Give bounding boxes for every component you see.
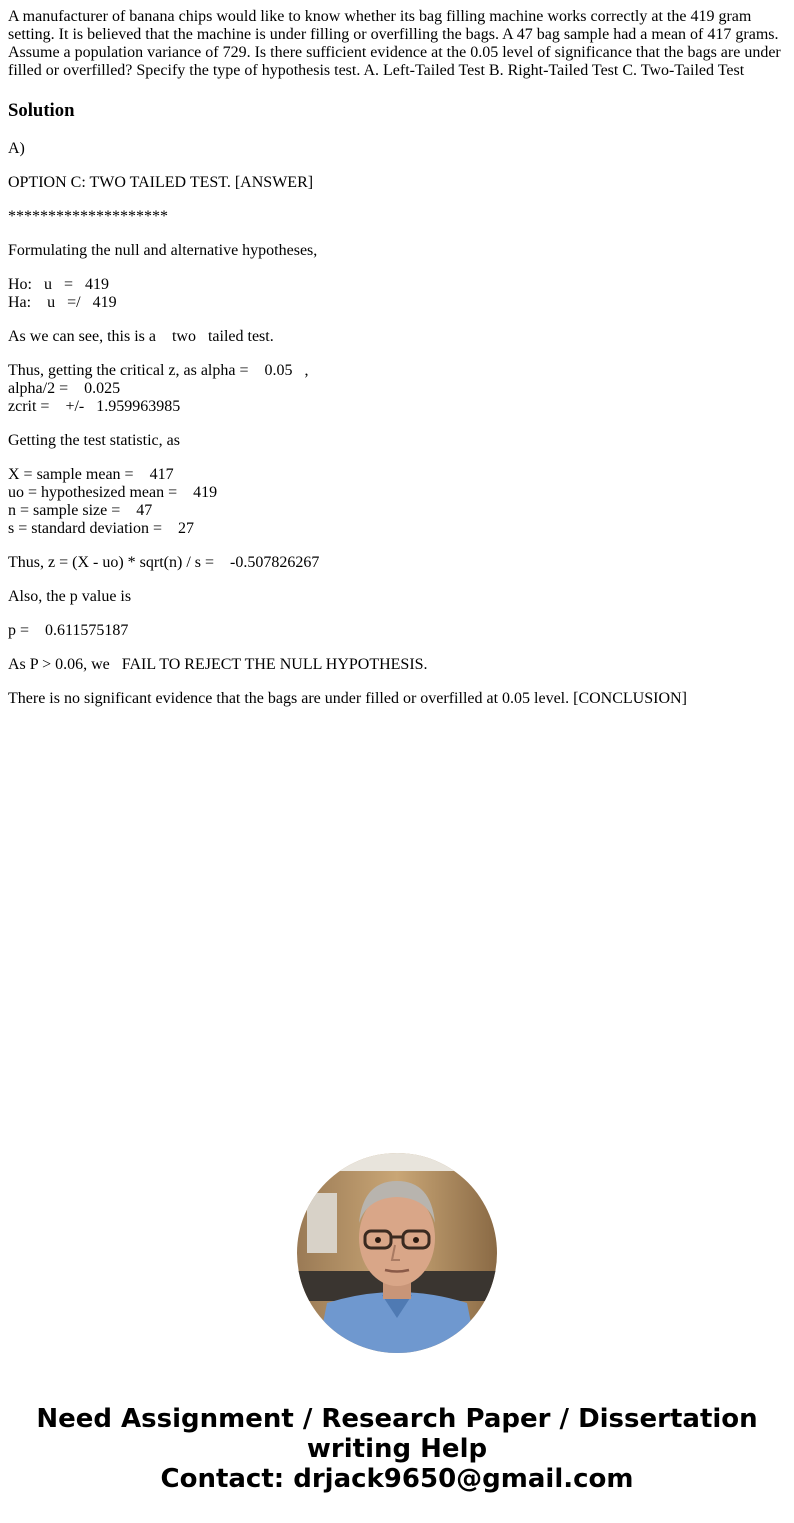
conclusion-text: There is no significant evidence that the bags are under filled or overfilled at 0.05 level. [CONCLUSION] [8,690,687,707]
decision-text: As P > 0.06, we FAIL TO REJECT THE NULL HYPOTHESIS. [8,656,428,673]
zcrit-line: zcrit = +/- 1.959963985 [8,398,181,415]
footer-contact: Contact: drjack9650@gmail.com [160,1464,634,1494]
footer-line-2: writing Help [306,1434,488,1464]
separator-line: ******************** [8,208,168,225]
sample-mean-line: X = sample mean = 417 [8,466,174,483]
alpha-line: Thus, getting the critical z, as alpha = 0.05 , [8,362,309,379]
alpha-half-line: alpha/2 = 0.025 [8,380,121,397]
formulating-text: Formulating the null and alternative hypotheses, [8,242,318,259]
solution-heading: Solution [8,100,75,121]
getting-stat-text: Getting the test statistic, as [8,432,180,449]
parameters-block [8,466,786,538]
author-photo [297,1153,497,1353]
tailed-text: As we can see, this is a two tailed test. [8,328,274,345]
sample-size-line: n = sample size = 47 [8,502,153,519]
footer-line-1: Need Assignment / Research Paper / Dissertation [36,1404,758,1434]
question-text: A manufacturer of banana chips would like to know whether its bag filling machine works correctly at the 419 gram setting. It is believed that the machine is under filling or overfilling the bags. A 47 bag sample had a mean of 417 grams. Assume a population variance of 729. Is there sufficient evidence at the 0.05 level of significance that the bags are under filled or overfilled? Specify the type of hypothesis test. A. Left-Tailed Test B. Right-Tailed Test C. Two-Tailed Test [8,8,781,79]
alternative-hypothesis: Ha: u =/ 419 [8,294,117,311]
hypotheses [8,276,786,312]
pvalue-line: p = 0.611575187 [8,622,129,639]
critical-value-block [8,362,786,416]
answer-text: OPTION C: TWO TAILED TEST. [ANSWER] [8,174,314,191]
std-dev-line: s = standard deviation = 27 [8,520,195,537]
footer-banner [0,1404,794,1494]
z-statistic-line: Thus, z = (X - uo) * sqrt(n) / s = -0.507826267 [8,554,320,571]
null-hypothesis: Ho: u = 419 [8,276,110,293]
pvalue-intro: Also, the p value is [8,588,132,605]
part-label: A) [8,140,25,157]
document-content [8,8,786,708]
author-avatar [297,1153,497,1353]
hypothesized-mean-line: uo = hypothesized mean = 419 [8,484,218,501]
